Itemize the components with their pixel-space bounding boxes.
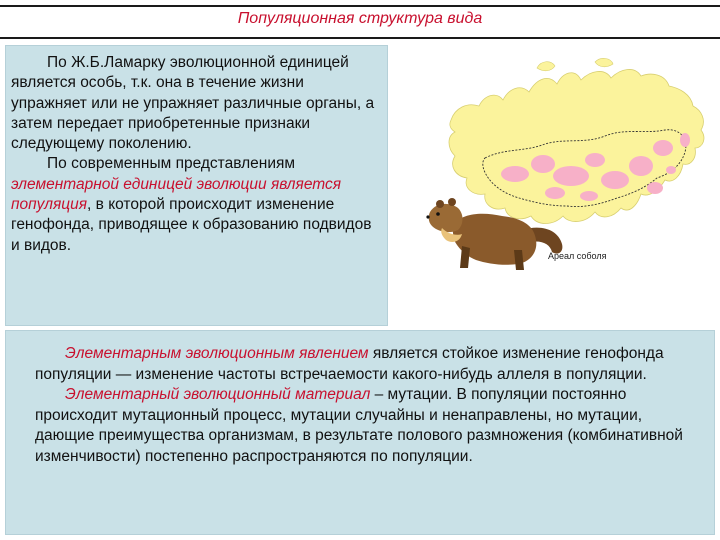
material-paragraph xyxy=(35,385,705,467)
sable-ear xyxy=(448,198,456,206)
material-term: Элементарный эволюционный материал xyxy=(65,386,371,403)
lamarck-text-panel xyxy=(5,45,388,326)
lamarck-paragraph: По Ж.Б.Ламарку эволюционной единицей является особь, т.к. она в течение жизни упражняет или не упражняет различные органы, а затем передает приобретенные признаки следующему поколению. xyxy=(11,54,375,153)
material-definition: – мутации. В популяции постоянно происходит мутационный процесс, мутации случайны и ненаправлены, но мутации, дающие преимущества организмам, в результате полового размножения (комбинативной изменчивости) постепенно распространяются по популяции. xyxy=(35,386,683,465)
northern-island xyxy=(537,62,555,71)
sable-image xyxy=(422,190,582,275)
sable-eye xyxy=(436,212,440,216)
phenomenon-paragraph xyxy=(35,344,705,385)
evolution-text-panel xyxy=(5,330,715,535)
sable-nose xyxy=(426,215,429,218)
phenomenon-term: Элементарным эволюционным явлением xyxy=(65,345,369,362)
title-top-rule xyxy=(0,5,720,7)
map-caption: Ареал соболя xyxy=(548,251,607,261)
sable-head xyxy=(429,204,463,232)
modern-view-end: , в которой происходит изменение генофонда, приводящее к образованию подвидов и видов. xyxy=(11,196,372,254)
northern-island xyxy=(595,58,613,66)
title-bar xyxy=(0,0,720,42)
evolution-text xyxy=(35,344,705,467)
sable-ear xyxy=(436,200,444,208)
title-bottom-rule xyxy=(0,37,720,39)
modern-view-paragraph xyxy=(11,154,383,255)
phenomenon-definition: является стойкое изменение генофонда популяции — изменение частоты встречаемости какого-нибудь аллеля в популяции. xyxy=(35,345,664,383)
modern-view-start: По современным представлениям xyxy=(47,155,296,173)
lamarck-text xyxy=(11,53,383,256)
population-definition: элементарной единицей эволюции является популяция xyxy=(11,175,342,214)
slide-title: Популяционная структура вида xyxy=(237,10,483,27)
